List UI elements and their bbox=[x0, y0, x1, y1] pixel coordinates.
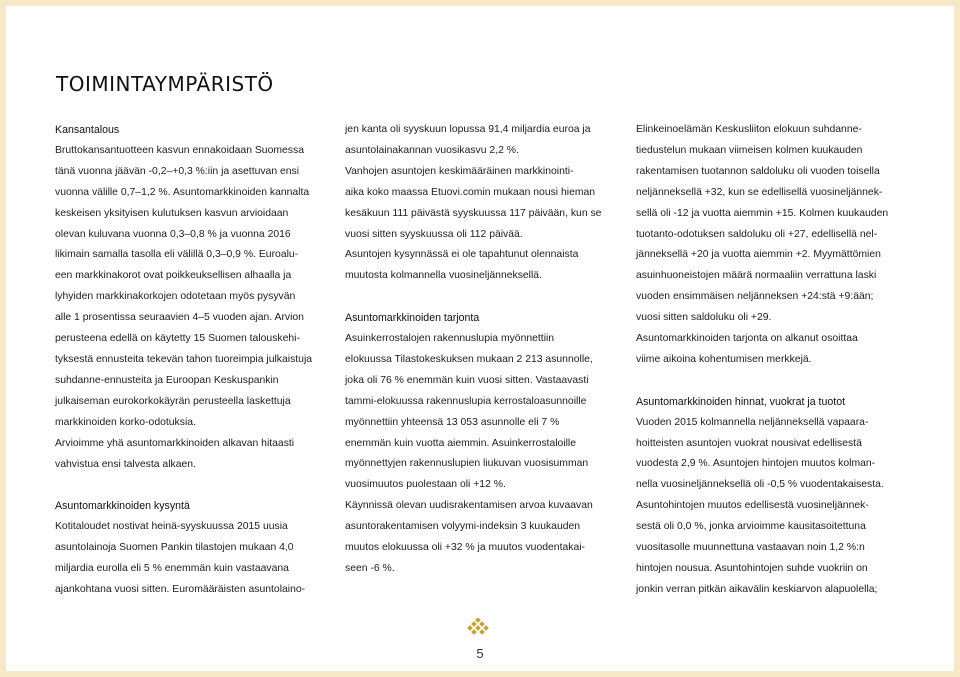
text-line: myönnettiin yhteensä 13 053 asunnolle eli 7 % bbox=[345, 416, 560, 428]
text-line: Käynnissä olevan uudisrakentamisen arvoa kuvaavan bbox=[345, 500, 593, 512]
text-line: seen -6 %. bbox=[345, 563, 395, 575]
text-line: tyksestä ennusteita tekevän tahon tuoreimpia julkaistuja bbox=[55, 353, 313, 365]
text-line: muutos elokuussa oli +32 % ja muutos vuodentakai- bbox=[345, 542, 585, 554]
text-line: likimain samalla tasolla eli välillä 0,3–0,9 %. Euroalu- bbox=[55, 249, 299, 261]
text-line: Arvioimme yhä asuntomarkkinoiden alkavan hitaasti bbox=[55, 437, 295, 449]
text-line: Asuntojen kysynnässä ei ole tapahtunut olennaista bbox=[345, 249, 579, 261]
text-line: vuosi sitten syyskuussa oli 112 päivää. bbox=[345, 228, 523, 240]
text-line: vuosi sitten saldoluku oli +29. bbox=[636, 312, 772, 324]
text-line: ajankohtana vuosi sitten. Euromääräisten asuntolaino- bbox=[55, 583, 306, 595]
text-line: rakentamisen tuotannon saldoluku oli vuoden toisella bbox=[636, 165, 880, 177]
text-line: lyhyiden markkinakorkojen odotetaan myös pysyvän bbox=[55, 291, 296, 303]
text-line: alle 1 prosentissa seuraavien 4–5 vuoden ajan. Arvion bbox=[55, 312, 304, 324]
text-line: muutosta kolmannella vuosineljänneksellä. bbox=[345, 270, 542, 282]
text-line: een markkinakorot ovat poikkeuksellisen alhaalla ja bbox=[55, 270, 292, 282]
text-line: asuinhuoneistojen määrä normaaliin verrattuna laski bbox=[636, 270, 877, 282]
section-heading: Asuntomarkkinoiden hinnat, vuokrat ja tuotot bbox=[636, 395, 846, 408]
text-line: hintojen nousua. Asuntohintojen suhde vuokriin on bbox=[636, 563, 868, 575]
section-heading: Asuntomarkkinoiden kysyntä bbox=[55, 500, 190, 513]
text-line: vahvistua ensi talvesta alkaen. bbox=[55, 458, 196, 470]
text-line: vuonna välille 0,7–1,2 %. Asuntomarkkinoiden kannalta bbox=[55, 186, 310, 198]
text-line: sellä oli -12 ja vuotta aiemmin +15. Kolmen kuukauden bbox=[636, 207, 889, 219]
text-line: tänä vuonna jäävän -0,2–+0,3 %:iin ja asettuvan ensi bbox=[55, 165, 300, 177]
text-line: Bruttokansantuotteen kasvun ennakoidaan Suomessa bbox=[55, 144, 304, 156]
paragraph-gap bbox=[345, 287, 607, 308]
text-line: neljänneksellä +32, kun se edellisellä vuosineljännek- bbox=[636, 186, 883, 198]
company-logo-icon bbox=[465, 618, 491, 636]
text-line: vuositasolle muunnettuna vastaavan noin 1,2 %:n bbox=[636, 542, 865, 554]
text-line: asuntorakentamisen volyymi-indeksin 3 kuukauden bbox=[345, 521, 581, 533]
text-line: vuodesta 2,9 %. Asuntojen hintojen muutos kolman- bbox=[636, 458, 876, 470]
text-line: keskeisen yksityisen kulutuksen kasvun arvioidaan bbox=[55, 207, 289, 219]
text-line: Kotitaloudet nostivat heinä-syyskuussa 2015 uusia bbox=[55, 521, 288, 533]
paragraph-gap bbox=[636, 371, 898, 392]
text-line: enemmän kuin vuotta aiemmin. Asuinkerrostaloille bbox=[345, 437, 577, 449]
text-line: miljardia eurolla eli 5 % enemmän kuin vastaavana bbox=[55, 563, 289, 575]
paragraph-gap bbox=[55, 475, 313, 496]
text-line: vuosimuutos puolestaan oli +12 %. bbox=[345, 479, 506, 491]
text-line: joka oli 76 % enemmän kuin vuosi sitten. Vastaavasti bbox=[345, 374, 589, 386]
text-line: tammi-elokuussa rakennuslupia kerrostaloasunnoille bbox=[345, 395, 587, 407]
text-line: perusteena edellä on käytetty 15 Suomen talouskehi- bbox=[55, 333, 300, 345]
text-line: suhdanne-ennusteita ja Euroopan Keskuspankin bbox=[55, 374, 279, 386]
text-line: asuntolainoja Suomen Pankin tilastojen mukaan 4,0 bbox=[55, 542, 294, 554]
text-line: nella vuosineljänneksellä oli -0,5 % vuodentakaisesta. bbox=[636, 479, 884, 491]
section-heading: Kansantalous bbox=[55, 124, 120, 136]
text-line: Asuinkerrostalojen rakennuslupia myönnettiin bbox=[345, 333, 555, 345]
text-line: elokuussa Tilastokeskuksen mukaan 2 213 asunnolle, bbox=[345, 353, 593, 365]
text-line: Vanhojen asuntojen keskimääräinen markkinointi- bbox=[345, 165, 574, 177]
text-line: jen kanta oli syyskuun lopussa 91,4 miljardia euroa ja bbox=[345, 124, 591, 135]
text-line: viime aikoina kohentumisen merkkejä. bbox=[636, 353, 812, 365]
text-line: myönnettyjen rakennuslupien liukuvan vuosisumman bbox=[345, 458, 589, 470]
text-line: asuntolainakannan vuosikasvu 2,2 %. bbox=[345, 144, 519, 156]
text-line: markkinoiden korko-odotuksia. bbox=[55, 416, 196, 428]
text-line: Asuntohintojen muutos edellisestä vuosineljännek- bbox=[636, 500, 869, 512]
text-line: Elinkeinoelämän Keskusliiton elokuun suhdanne- bbox=[636, 124, 862, 135]
text-line: jänneksellä +20 ja vuotta aiemmin +2. Myymättömien bbox=[636, 249, 881, 261]
text-line: sestä oli 0,0 %, jonka arvioimme kausitasoitettuna bbox=[636, 521, 866, 533]
column-2 bbox=[345, 120, 607, 580]
text-line: kesäkuun 111 päivästä syyskuussa 117 päivään, kun se bbox=[345, 207, 602, 219]
text-line: julkaiseman eurokorkokäyrän perusteella laskettuja bbox=[55, 395, 291, 407]
text-line: Vuoden 2015 kolmannella neljänneksellä vapaara- bbox=[636, 416, 869, 428]
text-line: jonkin verran pitkän aikavälin keskiarvon alapuolella; bbox=[636, 583, 878, 595]
text-line: tuotanto-odotuksen saldoluku oli +27, edellisellä nel- bbox=[636, 228, 878, 240]
text-line: olevan kuluvana vuonna 0,3–0,8 % ja vuonna 2016 bbox=[55, 228, 291, 240]
text-line: hoitteisten asuntojen vuokrat nousivat edellisestä bbox=[636, 437, 862, 449]
text-line: vuoden ensimmäisen neljänneksen +24:stä +9:ään; bbox=[636, 291, 874, 303]
column-3 bbox=[636, 120, 898, 601]
section-heading: Asuntomarkkinoiden tarjonta bbox=[345, 312, 480, 325]
page-title: TOIMINTAYMPÄRISTÖ bbox=[56, 72, 274, 96]
text-line: aika koko maassa Etuovi.comin mukaan nousi hieman bbox=[345, 186, 596, 198]
text-line: tiedustelun mukaan viimeisen kolmen kuukauden bbox=[636, 144, 863, 156]
column-1 bbox=[55, 120, 313, 601]
text-line: Asuntomarkkinoiden tarjonta on alkanut osoittaa bbox=[636, 333, 858, 345]
page-number: 5 bbox=[476, 646, 484, 661]
